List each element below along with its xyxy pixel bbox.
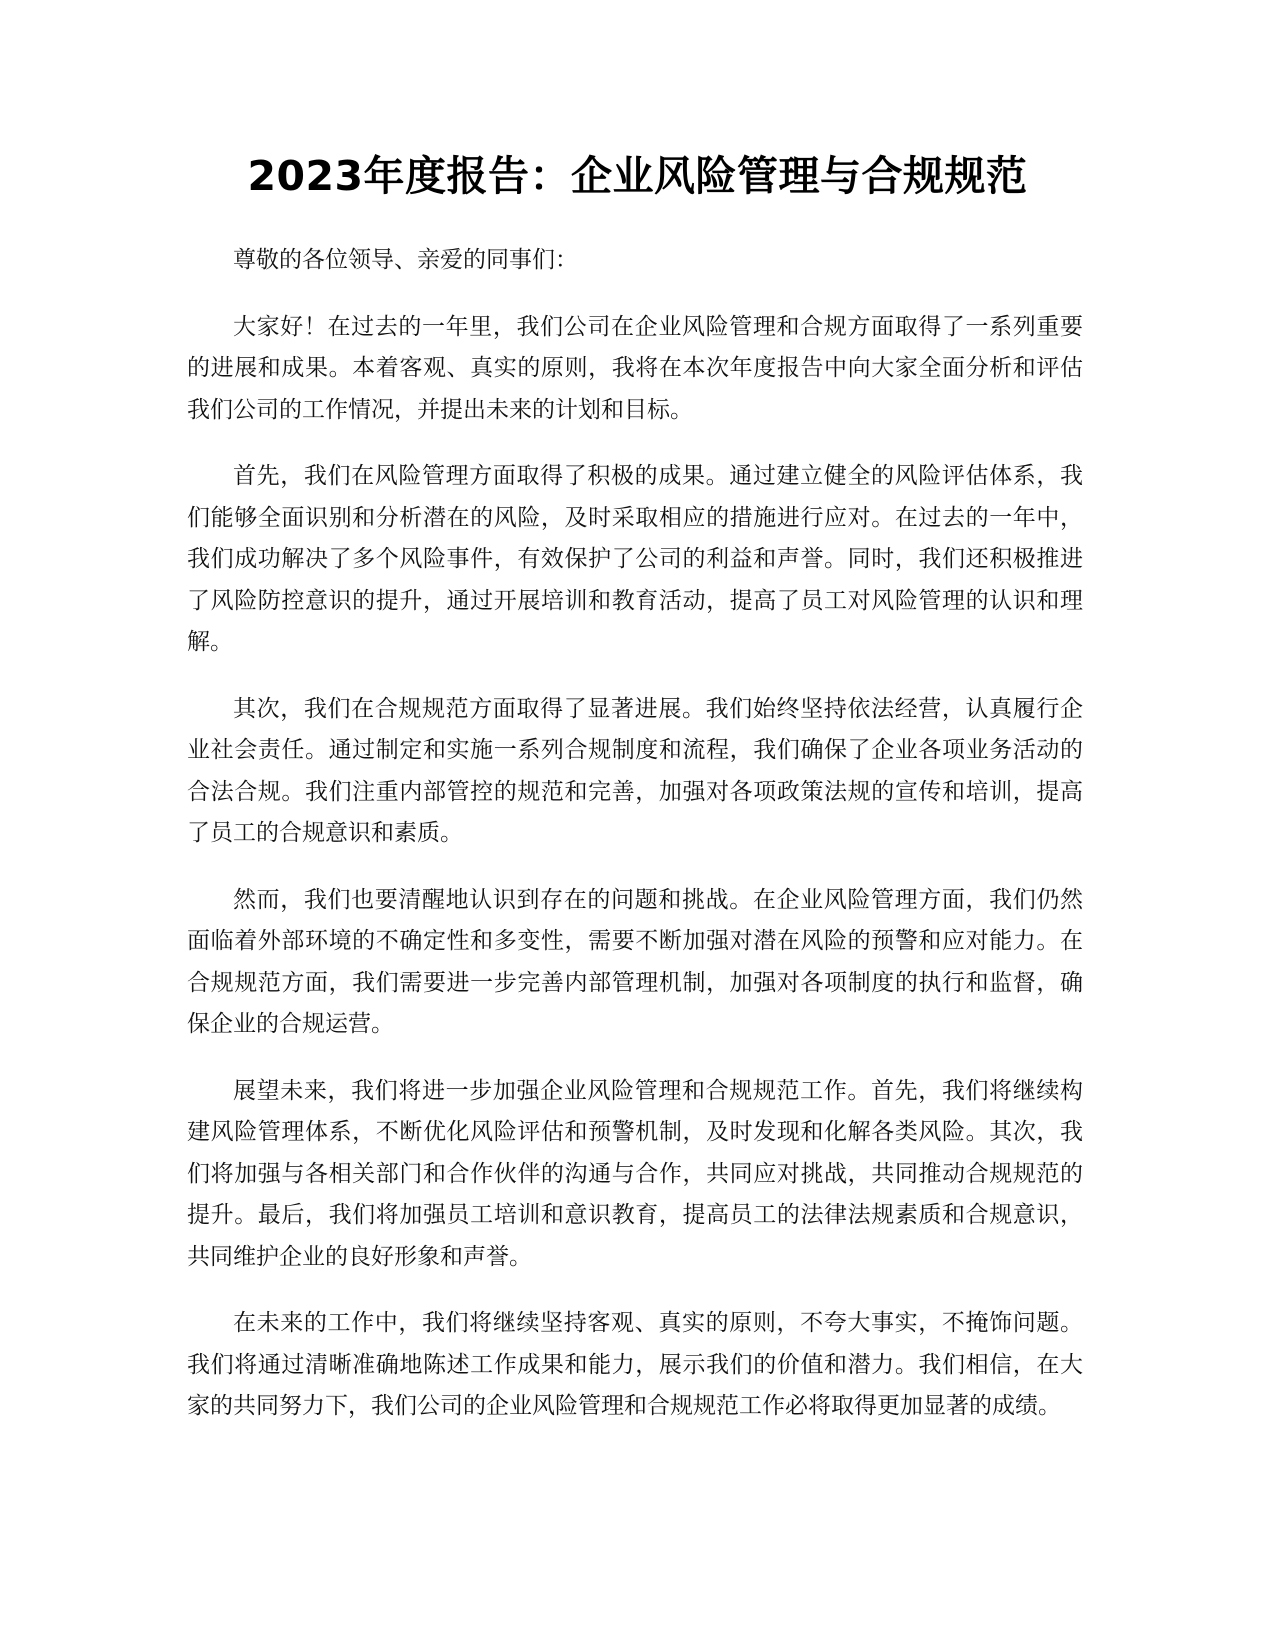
document-body: [187, 240, 1083, 1453]
body-paragraph: 大家好！在过去的一年里，我们公司在企业风险管理和合规方面取得了一系列重要的进展和成果。本着客观、真实的原则，我将在本次年度报告中向大家全面分析和评估我们公司的工作情况，并提出未来的计划和目标。: [187, 313, 1083, 423]
body-paragraph: 首先，我们在风险管理方面取得了积极的成果。通过建立健全的风险评估体系，我们能够全面识别和分析潜在的风险，及时采取相应的措施进行应对。在过去的一年中，我们成功解决了多个风险事件，有效保护了公司的利益和声誉。同时，我们还积极推进了风险防控意识的提升，通过开展培训和教育活动，提高了员工对风险管理的认识和理解。: [187, 463, 1083, 655]
body-paragraph: 展望未来，我们将进一步加强企业风险管理和合规规范工作。首先，我们将继续构建风险管理体系，不断优化风险评估和预警机制，及时发现和化解各类风险。其次，我们将加强与各相关部门和合作伙伴的沟通与合作，共同应对挑战，共同推动合规规范的提升。最后，我们将加强员工培训和意识教育，提高员工的法律法规素质和合规意识，共同维护企业的良好形象和声誉。: [187, 1077, 1083, 1270]
body-paragraph: 其次，我们在合规规范方面取得了显著进展。我们始终坚持依法经营，认真履行企业社会责任。通过制定和实施一系列合规制度和流程，我们确保了企业各项业务活动的合法合规。我们注重内部管控的规范和完善，加强对各项政策法规的宣传和培训，提高了员工的合规意识和素质。: [187, 695, 1083, 846]
greeting-paragraph: 尊敬的各位领导、亲爱的同事们：: [233, 247, 578, 273]
document-title: 2023年度报告：企业风险管理与合规规范: [247, 152, 1028, 200]
body-paragraph: 然而，我们也要清醒地认识到存在的问题和挑战。在企业风险管理方面，我们仍然面临着外部环境的不确定性和多变性，需要不断加强对潜在风险的预警和应对能力。在合规规范方面，我们需要进一步完善内部管理机制，加强对各项制度的执行和监督，确保企业的合规运营。: [187, 886, 1083, 1037]
body-paragraph: 在未来的工作中，我们将继续坚持客观、真实的原则，不夸大事实，不掩饰问题。我们将通过清晰准确地陈述工作成果和能力，展示我们的价值和潜力。我们相信，在大家的共同努力下，我们公司的企业风险管理和合规规范工作必将取得更加显著的成绩。: [187, 1310, 1083, 1419]
